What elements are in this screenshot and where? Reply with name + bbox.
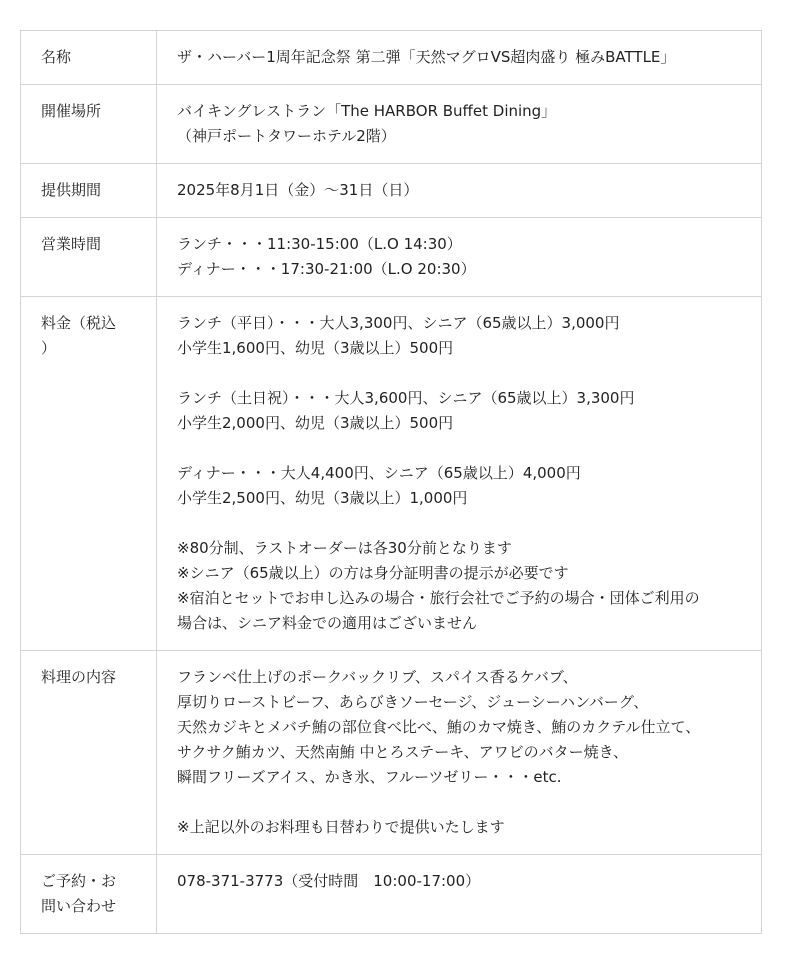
event-info-table bbox=[20, 30, 762, 934]
table-row-contact bbox=[21, 855, 762, 934]
venue-value: バイキングレストラン「The HARBOR Buffet Dining」 （神戸ポートタワーホテル2階） bbox=[157, 85, 762, 164]
row-label-price: 料金（税込 ） bbox=[21, 297, 157, 651]
table-row-hours bbox=[21, 218, 762, 297]
row-label-period: 提供期間 bbox=[21, 164, 157, 218]
menu-value: フランベ仕上げのポークバックリブ、スパイス香るケバブ、 厚切りローストビーフ、あらびきソーセージ、ジューシーハンバーグ、 天然カジキとメバチ鮪の部位食べ比べ、鮪のカマ焼き、鮪のカクテル仕立て、 サクサク鮪カツ、天然南鮪 中とろステーキ、アワビのバター焼き、 瞬間フリーズアイス、かき氷、フルーツゼリー・・・etc. ※上記以外のお料理も日替わりで提供いたします bbox=[157, 651, 762, 855]
table-row-venue bbox=[21, 85, 762, 164]
table-row-menu bbox=[21, 651, 762, 855]
row-label-hours: 営業時間 bbox=[21, 218, 157, 297]
event-name-value: ザ・ハーバー1周年記念祭 第二弾「天然マグロVS超肉盛り 極みBATTLE」 bbox=[157, 31, 762, 85]
hours-value: ランチ・・・11:30-15:00（L.O 14:30） ディナー・・・17:30-21:00（L.O 20:30） bbox=[157, 218, 762, 297]
period-value: 2025年8月1日（金）〜31日（日） bbox=[157, 164, 762, 218]
row-label-contact: ご予約・お 問い合わせ bbox=[21, 855, 157, 934]
table-row-price bbox=[21, 297, 762, 651]
row-label-venue: 開催場所 bbox=[21, 85, 157, 164]
table-row-period bbox=[21, 164, 762, 218]
row-label-name: 名称 bbox=[21, 31, 157, 85]
table-row-name bbox=[21, 31, 762, 85]
contact-phone-value: 078-371-3773（受付時間 10:00-17:00） bbox=[157, 855, 762, 934]
price-value: ランチ（平日）・・・大人3,300円、シニア（65歳以上）3,000円 小学生1,600円、幼児（3歳以上）500円 ランチ（土日祝）・・・大人3,600円、シニア（65歳以上）3,300円 小学生2,000円、幼児（3歳以上）500円 ディナー・・・大人4,400円、シニア（65歳以上）4,000円 小学生2,500円、幼児（3歳以上）1,000円 ※80分制、ラストオーダーは各30分前となります ※シニア（65歳以上）の方は身分証明書の提示が必要です ※宿泊とセットでお申し込みの場合・旅行会社でご予約の場合・団体ご利用の 場合は、シニア料金での適用はございません bbox=[157, 297, 762, 651]
row-label-menu: 料理の内容 bbox=[21, 651, 157, 855]
